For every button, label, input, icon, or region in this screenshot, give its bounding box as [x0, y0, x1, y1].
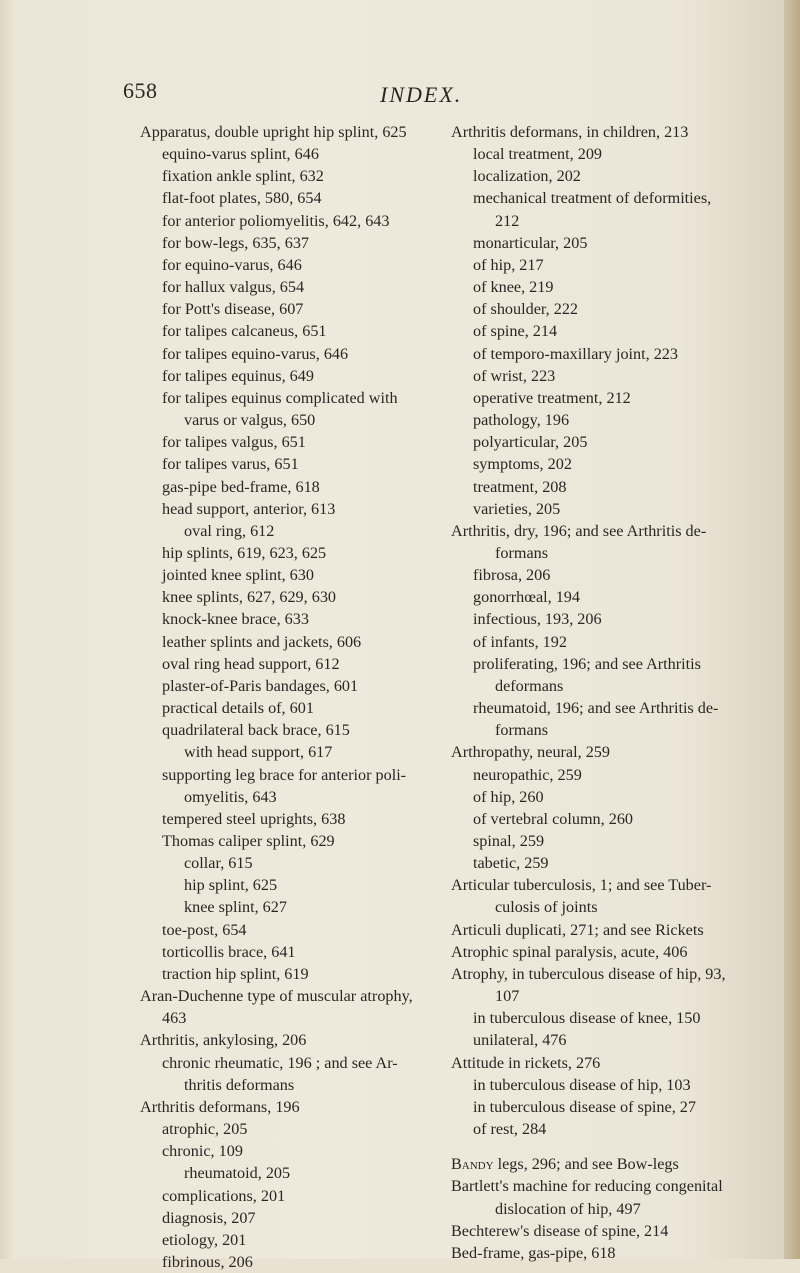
- index-sub-entry: monarticular, 205: [473, 233, 588, 252]
- index-sub-entry: for bow-legs, 635, 637: [162, 233, 310, 252]
- index-sub-entry: for talipes valgus, 651: [162, 433, 306, 452]
- index-sub-entry: 212: [495, 211, 520, 230]
- index-sub-entry: torticollis brace, 641: [162, 942, 296, 961]
- index-sub-entry: formans: [495, 543, 549, 562]
- index-sub-entry: polyarticular, 205: [473, 433, 588, 452]
- index-sub-entry: diagnosis, 207: [162, 1208, 256, 1227]
- index-sub-entry: hip splints, 619, 623, 625: [162, 543, 327, 562]
- index-sub-entry: of vertebral column, 260: [473, 809, 634, 828]
- page-edge: [784, 0, 800, 1259]
- index-column-left: [140, 121, 470, 1273]
- index-sub-entry: flat-foot plates, 580, 654: [162, 189, 322, 208]
- index-main-entry: Arthropathy, neural, 259: [451, 743, 610, 762]
- index-sub-entry: traction hip splint, 619: [162, 964, 309, 983]
- index-main-entry: Attitude in rickets, 276: [451, 1053, 601, 1072]
- index-sub-entry: quadrilateral back brace, 615: [162, 721, 350, 740]
- index-main-entry: Atrophy, in tuberculous disease of hip, 93,: [451, 964, 726, 983]
- running-head: INDEX.: [380, 82, 463, 107]
- index-sub-entry: for Pott's disease, 607: [162, 300, 304, 319]
- index-sub-entry: in tuberculous disease of spine, 27: [473, 1097, 696, 1116]
- index-sub-entry: of wrist, 223: [473, 366, 556, 385]
- index-column-right: [451, 121, 781, 1264]
- index-sub-entry: knee splints, 627, 629, 630: [162, 588, 337, 607]
- index-main-entry: Apparatus, double upright hip splint, 625: [140, 123, 407, 141]
- index-sub-entry: oval ring head support, 612: [162, 654, 340, 673]
- index-sub-entry: for talipes varus, 651: [162, 455, 299, 474]
- index-sub-entry: in tuberculous disease of hip, 103: [473, 1075, 691, 1094]
- index-sub-entry: for talipes equinus, 649: [162, 366, 314, 385]
- index-sub-entry: for hallux valgus, 654: [162, 278, 305, 297]
- index-sub-entry: with head support, 617: [184, 743, 333, 762]
- index-sub-entry: of hip, 217: [473, 255, 544, 274]
- index-sub-entry: toe-post, 654: [162, 920, 247, 939]
- index-sub-entry: fibrinous, 206: [162, 1252, 253, 1271]
- index-sub-entry: for talipes equino-varus, 646: [162, 344, 349, 363]
- index-sub-entry: neuropathic, 259: [473, 765, 582, 784]
- index-sub-entry: knock-knee brace, 633: [162, 610, 309, 629]
- index-sub-entry: operative treatment, 212: [473, 388, 631, 407]
- index-main-entry: Aran-Duchenne type of muscular atrophy,: [140, 987, 413, 1006]
- index-sub-entry: of spine, 214: [473, 322, 558, 341]
- index-sub-entry: of shoulder, 222: [473, 300, 579, 319]
- index-sub-entry: leather splints and jackets, 606: [162, 632, 362, 651]
- index-sub-entry: proliferating, 196; and see Arthritis: [473, 654, 701, 673]
- index-main-entry: Bandy legs, 296; and see Bow-legs: [451, 1155, 679, 1174]
- index-sub-entry: equino-varus splint, 646: [162, 145, 319, 164]
- index-sub-entry: gas-pipe bed-frame, 618: [162, 477, 320, 496]
- index-main-entry: Articuli duplicati, 271; and see Rickets: [451, 920, 704, 939]
- section-gap: [451, 1140, 781, 1153]
- index-main-entry: Articular tuberculosis, 1; and see Tuber-: [451, 876, 712, 895]
- index-sub-entry: spinal, 259: [473, 832, 545, 850]
- index-sub-entry: for anterior poliomyelitis, 642, 643: [162, 211, 390, 230]
- index-sub-entry: oval ring, 612: [184, 521, 275, 540]
- index-sub-entry: fixation ankle splint, 632: [162, 167, 324, 186]
- index-sub-entry: culosis of joints: [495, 898, 598, 917]
- index-sub-entry: mechanical treatment of deformities,: [473, 189, 712, 208]
- index-sub-entry: atrophic, 205: [162, 1120, 248, 1139]
- index-sub-entry: chronic rheumatic, 196 ; and see Ar-: [162, 1053, 398, 1072]
- index-sub-entry: dislocation of hip, 497: [495, 1199, 641, 1218]
- index-sub-entry: complications, 201: [162, 1186, 286, 1205]
- index-sub-entry: for talipes equinus complicated with: [162, 388, 398, 407]
- index-sub-entry: knee splint, 627: [184, 898, 287, 917]
- index-sub-entry: varieties, 205: [473, 499, 561, 518]
- page-number: 658: [123, 78, 158, 103]
- index-sub-entry: gonorrhœal, 194: [473, 588, 580, 607]
- index-sub-entry: jointed knee splint, 630: [162, 566, 314, 585]
- index-sub-entry: hip splint, 625: [184, 876, 278, 895]
- index-sub-entry: of rest, 284: [473, 1120, 547, 1139]
- index-sub-entry: head support, anterior, 613: [162, 499, 336, 518]
- index-sub-entry: thritis deformans: [184, 1075, 295, 1094]
- index-sub-entry: chronic, 109: [162, 1142, 243, 1161]
- index-sub-entry: for equino-varus, 646: [162, 255, 302, 274]
- index-sub-entry: tabetic, 259: [473, 854, 549, 873]
- index-sub-entry: of temporo-maxillary joint, 223: [473, 344, 678, 363]
- index-sub-entry: etiology, 201: [162, 1230, 247, 1249]
- index-sub-entry: fibrosa, 206: [473, 566, 551, 585]
- index-sub-entry: omyelitis, 643: [184, 787, 277, 806]
- index-sub-entry: of infants, 192: [473, 632, 567, 651]
- index-sub-entry: localization, 202: [473, 167, 581, 186]
- index-sub-entry: for talipes calcaneus, 651: [162, 322, 327, 341]
- index-sub-entry: pathology, 196: [473, 411, 570, 430]
- index-main-entry: Arthritis deformans, 196: [140, 1097, 300, 1116]
- index-sub-entry: varus or valgus, 650: [184, 411, 316, 430]
- index-sub-entry: supporting leg brace for anterior poli-: [162, 765, 407, 784]
- index-sub-entry: symptoms, 202: [473, 455, 572, 474]
- index-sub-entry: treatment, 208: [473, 477, 567, 496]
- index-main-entry: Arthritis, ankylosing, 206: [140, 1031, 307, 1050]
- index-sub-entry: collar, 615: [184, 854, 253, 873]
- index-sub-entry: 107: [495, 987, 520, 1006]
- index-sub-entry: practical details of, 601: [162, 699, 314, 718]
- index-main-entry: Arthritis, dry, 196; and see Arthritis de-: [451, 521, 707, 540]
- index-sub-entry: 463: [162, 1009, 187, 1028]
- index-sub-entry: deformans: [495, 676, 564, 695]
- index-main-entry: Bed-frame, gas-pipe, 618: [451, 1243, 616, 1262]
- index-sub-entry: rheumatoid, 196; and see Arthritis de-: [473, 699, 719, 718]
- index-sub-entry: of hip, 260: [473, 787, 544, 806]
- index-sub-entry: plaster-of-Paris bandages, 601: [162, 676, 359, 695]
- index-sub-entry: formans: [495, 721, 549, 740]
- index-sub-entry: unilateral, 476: [473, 1031, 567, 1050]
- index-sub-entry: in tuberculous disease of knee, 150: [473, 1009, 701, 1028]
- index-main-entry: Bechterew's disease of spine, 214: [451, 1221, 669, 1240]
- index-main-entry: Bartlett's machine for reducing congenital: [451, 1177, 723, 1196]
- index-sub-entry: rheumatoid, 205: [184, 1164, 291, 1183]
- index-sub-entry: infectious, 193, 206: [473, 610, 602, 629]
- index-sub-entry: of knee, 219: [473, 278, 554, 297]
- index-sub-entry: Thomas caliper splint, 629: [162, 832, 335, 850]
- index-sub-entry: tempered steel uprights, 638: [162, 809, 346, 828]
- index-main-entry: Arthritis deformans, in children, 213: [451, 123, 689, 141]
- index-sub-entry: local treatment, 209: [473, 145, 603, 164]
- index-main-entry: Atrophic spinal paralysis, acute, 406: [451, 942, 688, 961]
